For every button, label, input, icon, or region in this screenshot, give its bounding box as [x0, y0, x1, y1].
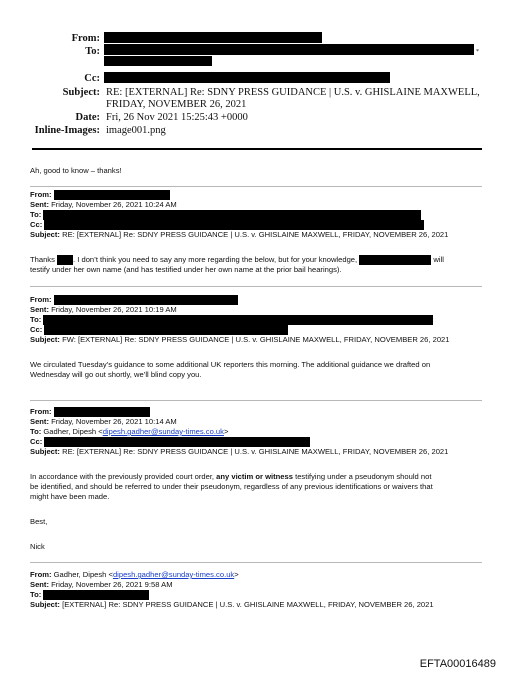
msg4-subject: Subject: [EXTERNAL] Re: SDNY PRESS GUIDANCE | U.S. v. GHISLAINE MAXWELL, FRIDAY, NOVEMBER 26, 2021 [30, 600, 434, 609]
msg1-sent: Sent: Friday, November 26, 2021 10:24 AM [30, 200, 177, 209]
email-link[interactable]: dipesh.gadher@sunday-times.co.uk [112, 570, 235, 579]
inline-images-value: image001.png [106, 125, 166, 136]
marker: * [476, 49, 479, 55]
msg3-signature: Nick [30, 542, 45, 551]
redaction [44, 437, 310, 447]
email-header [0, 0, 512, 150]
msg3-closing: Best, [30, 517, 48, 526]
redaction [104, 72, 390, 83]
msg3-from: From: [30, 407, 150, 417]
date-label: Date: [75, 112, 100, 123]
msg1-to: To: [30, 210, 421, 220]
msg1-body-1: Thanks . I don’t think you need to say any more regarding the below, but for your knowledge, will [30, 255, 444, 264]
msg3-body-1: In accordance with the previously provided court order, any victim or witness testifying under a pseudonym should not [30, 472, 432, 481]
cc-label: Cc: [84, 73, 100, 84]
msg4-to: To: [30, 590, 149, 600]
email-link[interactable]: dipesh.gadher@sunday-times.co.uk [102, 427, 224, 436]
redaction [44, 220, 424, 230]
subject-label: Subject: [62, 87, 100, 98]
redaction [54, 295, 238, 305]
msg2-subject: Subject: FW: [EXTERNAL] Re: SDNY PRESS GUIDANCE | U.S. v. GHISLAINE MAXWELL, FRIDAY, NOVEMBER 26, 2021 [30, 335, 450, 344]
redaction [359, 255, 431, 265]
msg1-subject: Subject: RE: [EXTERNAL] Re: SDNY PRESS GUIDANCE | U.S. v. GHISLAINE MAXWELL, FRIDAY, NOVEMBER 26, 2021 [30, 230, 449, 239]
to-label: To: [85, 46, 100, 57]
msg3-to: To: Gadher, Dipesh <dipesh.gadher@sunday-times.co.uk> [30, 427, 229, 436]
from-label: From: [71, 33, 100, 44]
redaction [104, 44, 474, 55]
date-value: Fri, 26 Nov 2021 15:25:43 +0000 [106, 112, 248, 123]
redaction [104, 56, 212, 66]
redaction [104, 32, 322, 43]
redaction [54, 407, 150, 417]
reply-text: Ah, good to know – thanks! [30, 166, 122, 175]
document-id: EFTA00016489 [419, 658, 496, 670]
msg1-from: From: [30, 190, 170, 200]
msg3-subject: Subject: RE: [EXTERNAL] Re: SDNY PRESS GUIDANCE | U.S. v. GHISLAINE MAXWELL, FRIDAY, NOVEMBER 26, 2021 [30, 447, 449, 456]
msg2-body-2: Wednesday will go out shortly, we’ll blind copy you. [30, 370, 202, 379]
msg4-sent: Sent: Friday, November 26, 2021 9:58 AM [30, 580, 173, 589]
msg3-sent: Sent: Friday, November 26, 2021 10:14 AM [30, 417, 177, 426]
msg4-from: From: Gadher, Dipesh <dipesh.gadher@sunday-times.co.uk> [30, 570, 239, 579]
message-separator [30, 400, 482, 401]
message-separator [30, 186, 482, 187]
redaction [43, 315, 433, 325]
msg1-cc: Cc: [30, 220, 424, 230]
redaction [54, 190, 170, 200]
header-divider [32, 148, 482, 150]
msg1-body-2: testify under her own name (and has testified under her own name at the prior bail hearings). [30, 265, 342, 274]
msg2-from: From: [30, 295, 238, 305]
msg2-body-1: We circulated Tuesday’s guidance to some additional UK reporters this morning. The additional guidance we drafted on [30, 360, 431, 369]
msg2-to: To: [30, 315, 433, 325]
msg3-cc: Cc: [30, 437, 310, 447]
message-separator [30, 562, 482, 563]
redaction [43, 210, 421, 220]
subject-line-1: RE: [EXTERNAL] Re: SDNY PRESS GUIDANCE | U.S. v. GHISLAINE MAXWELL, [106, 87, 480, 98]
message-separator [30, 286, 482, 287]
subject-line-2: FRIDAY, NOVEMBER 26, 2021 [106, 99, 247, 110]
msg2-sent: Sent: Friday, November 26, 2021 10:19 AM [30, 305, 177, 314]
redaction [57, 255, 73, 265]
msg3-body-2: be identified, and should be referred to under their pseudonym, regardless of any previous identifications or waivers that [30, 482, 433, 491]
redaction [44, 325, 288, 335]
redaction [43, 590, 149, 600]
msg3-body-3: might have been made. [30, 492, 110, 501]
msg2-cc: Cc: [30, 325, 288, 335]
inline-images-label: Inline-Images: [34, 125, 100, 136]
